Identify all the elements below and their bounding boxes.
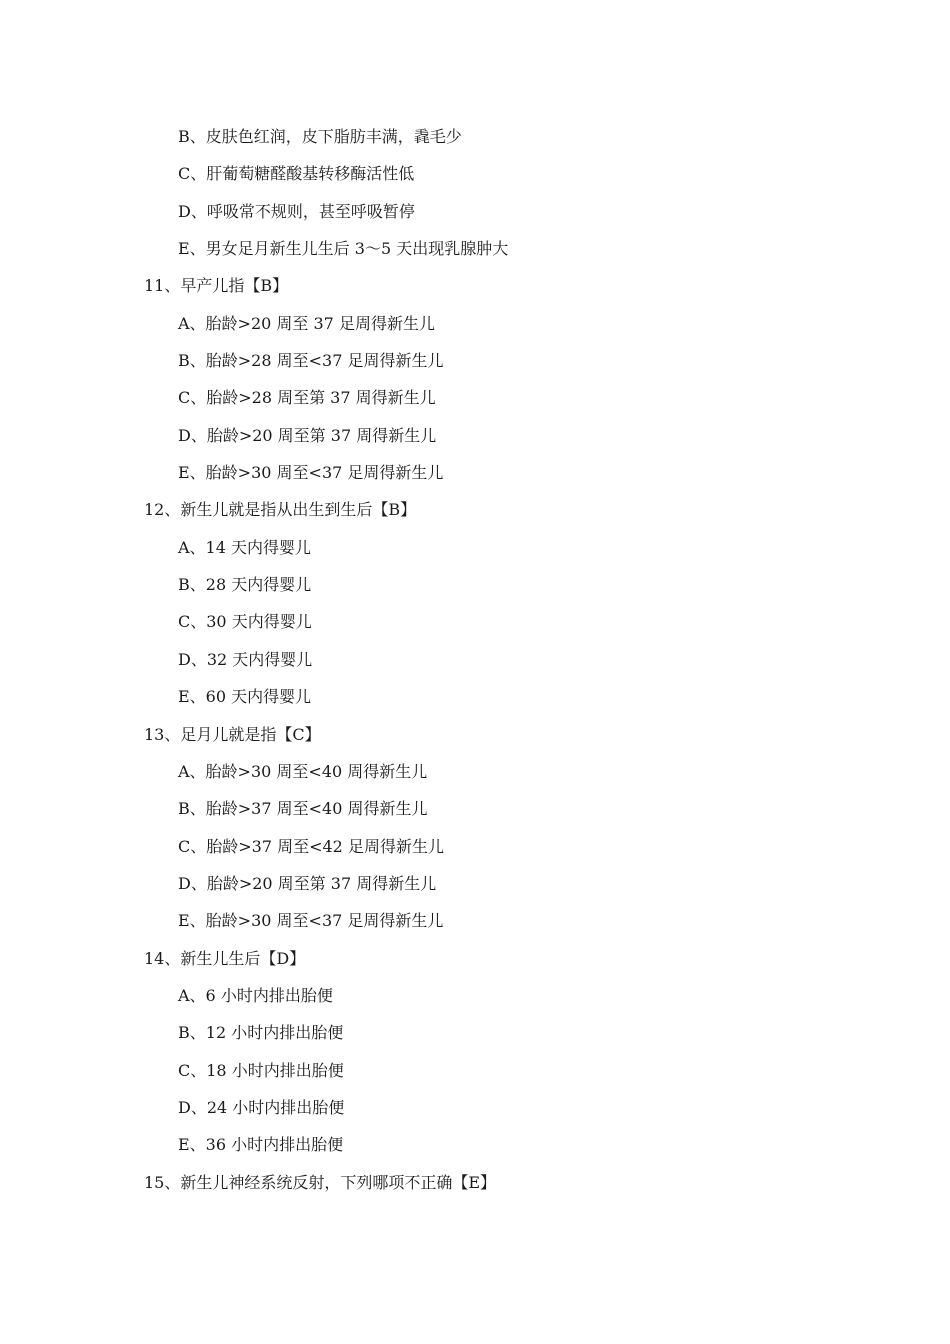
answer-option: D、胎龄>20 周至第 37 周得新生儿 (178, 873, 437, 893)
answer-option: C、18 小时内排出胎便 (178, 1060, 344, 1080)
answer-option: A、胎龄>30 周至<40 周得新生儿 (178, 761, 428, 781)
answer-option: E、男女足月新生儿生后 3～5 天出现乳腺肿大 (178, 239, 509, 259)
answer-option: C、肝葡萄糖醛酸基转移酶活性低 (178, 164, 415, 184)
answer-option: B、胎龄>28 周至<37 足周得新生儿 (178, 351, 444, 371)
answer-option: D、胎龄>20 周至第 37 周得新生儿 (178, 425, 437, 445)
answer-option: B、12 小时内排出胎便 (178, 1023, 344, 1043)
question-list (0, 118, 950, 1201)
answer-option: E、36 小时内排出胎便 (178, 1135, 344, 1155)
answer-option: A、胎龄>20 周至 37 足周得新生儿 (178, 313, 435, 333)
answer-option: D、呼吸常不规则，甚至呼吸暂停 (178, 201, 415, 221)
answer-option: C、胎龄>37 周至<42 足周得新生儿 (178, 836, 444, 856)
question-stem: 11、早产儿指【B】 (144, 276, 289, 296)
answer-option: D、24 小时内排出胎便 (178, 1097, 345, 1117)
answer-option: A、6 小时内排出胎便 (178, 985, 333, 1005)
answer-option: E、胎龄>30 周至<37 足周得新生儿 (178, 911, 444, 931)
question-stem: 14、新生儿生后【D】 (144, 948, 306, 968)
answer-option: B、皮肤色红润，皮下脂肪丰满，毳毛少 (178, 127, 462, 146)
answer-option: E、60 天内得婴儿 (178, 687, 312, 707)
answer-option: C、30 天内得婴儿 (178, 612, 312, 632)
question-stem: 12、新生儿就是指从出生到生后【B】 (144, 500, 417, 520)
answer-option: C、胎龄>28 周至第 37 周得新生儿 (178, 388, 436, 408)
question-stem: 13、足月儿就是指【C】 (144, 724, 321, 744)
answer-option: A、14 天内得婴儿 (178, 537, 312, 557)
answer-option: B、28 天内得婴儿 (178, 575, 312, 595)
answer-option: E、胎龄>30 周至<37 足周得新生儿 (178, 463, 444, 483)
answer-option: B、胎龄>37 周至<40 周得新生儿 (178, 799, 428, 819)
answer-option: D、32 天内得婴儿 (178, 649, 313, 669)
question-stem: 15、新生儿神经系统反射，下列哪项不正确【E】 (144, 1172, 497, 1192)
